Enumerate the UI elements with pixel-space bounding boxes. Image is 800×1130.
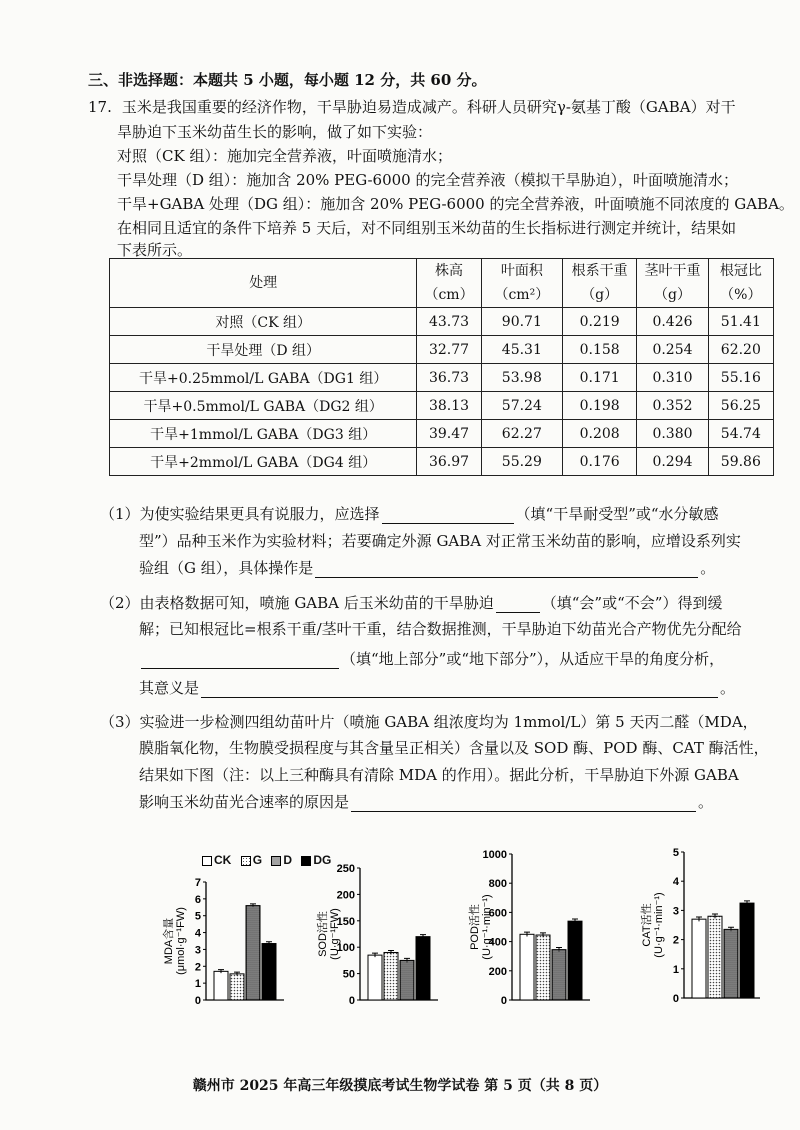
y-tick-label: 250 (336, 863, 355, 875)
legend-label-d: D (283, 853, 293, 867)
legend-label-ck: CK (214, 853, 232, 867)
bar-d (552, 950, 566, 1000)
mda-chart (140, 860, 290, 1010)
bar-d (400, 960, 414, 1000)
y-tick-label: 400 (488, 936, 507, 949)
group-ck-description: 对照（CK 组）：施加完全营养液，叶面喷施清水； (117, 147, 452, 165)
subq2-line1: （2）由表格数据可知，喷施 GABA 后玉米幼苗的干旱胁迫 （填“会”或“不会”）得到缓 (100, 594, 723, 612)
subq1-line2: 型”）品种玉米作为实验材料；若要确定外源 GABA 对正常玉米幼苗的影响，应增设系列实 (139, 532, 741, 550)
y-tick-label: 50 (342, 968, 355, 981)
y-tick-label: 5 (194, 910, 201, 923)
y-axis-label: POD活性 (469, 904, 481, 950)
bar-dg (740, 903, 754, 998)
y-tick-label: 3 (672, 905, 679, 918)
bar-dg (568, 921, 582, 1000)
y-tick-label: 4 (194, 927, 201, 940)
subq3-line2: 膜脂氧化物，生物膜受损程度与其含量呈正相关）含量以及 SOD 酶、POD 酶、CAT 酶活性， (139, 739, 769, 757)
subq2-answer-blank-2[interactable] (141, 652, 339, 669)
y-tick-label: 1000 (482, 849, 507, 861)
table-header-shoot-dry-weight: 茎叶干重 （g） (637, 259, 708, 308)
bar-g (708, 916, 722, 998)
bar-ck (520, 934, 534, 1000)
subq1-answer-blank-2[interactable] (315, 561, 698, 578)
y-tick-label: 200 (488, 965, 507, 978)
bar-ck (692, 919, 706, 998)
section-heading: 三、非选择题：本题共 5 小题，每小题 12 分，共 60 分。 (88, 71, 487, 89)
y-axis-label: MDA含量 (163, 917, 175, 965)
table-row: 干旱+0.25mmol/L GABA（DG1 组） 36.73 53.98 0.171 0.310 55.16 (110, 364, 774, 392)
pod-chart (440, 842, 600, 1010)
subq2-answer-blank-3[interactable] (201, 681, 718, 698)
y-tick-label: 600 (488, 907, 507, 920)
subq1-answer-blank-1[interactable] (382, 507, 514, 524)
y-axis-unit: (U·g⁻¹·min⁻¹) (481, 894, 493, 960)
table-header-root-shoot-ratio: 根冠比 （%） (708, 259, 773, 308)
y-axis-label: CAT活性 (641, 903, 653, 947)
y-tick-label: 3 (194, 944, 201, 957)
y-tick-label: 4 (672, 876, 679, 889)
subq3-line1: （3）实验进一步检测四组幼苗叶片（喷施 GABA 组浓度均为 1mmol/L）第 5 天丙二醛（MDA， (100, 713, 758, 731)
table-header-row (110, 259, 774, 308)
bar-g (536, 935, 550, 1000)
subq2-line3: （填“地上部分”或“地下部分”），从适应干旱的角度分析， (139, 649, 724, 669)
bar-dg (416, 937, 430, 1000)
y-tick-label: 0 (348, 995, 355, 1007)
group-dg-description: 干旱+GABA 处理（DG 组）：施加含 20% PEG-6000 的完全营养液，叶面喷施不同浓度的 GABA。 (117, 195, 794, 213)
question-intro-2: 旱胁迫下玉米幼苗生长的影响，做了如下实验： (117, 123, 433, 141)
subq3-line3: 结果如下图（注：以上三种酶具有清除 MDA 的作用）。据此分析，干旱胁迫下外源 GABA (139, 766, 739, 784)
cat-chart (610, 840, 760, 1010)
subq1-line1: （1）为使实验结果更具有说服力，应选择 （填“干旱耐受型”或“水分敏感 (100, 505, 719, 523)
table-header-height: 株高 （cm） (417, 259, 481, 308)
bar-ck (368, 955, 382, 1000)
y-tick-label: 1 (194, 978, 201, 991)
growth-data-table (109, 258, 774, 476)
subq2-line2: 解；已知根冠比=根系干重/茎叶干重，结合数据推测，干旱胁迫下幼苗光合产物优先分配给 (139, 620, 742, 638)
subq3-line4: 影响玉米幼苗光合速率的原因是 。 (139, 793, 714, 811)
table-row: 干旱+1mmol/L GABA（DG3 组） 39.47 62.27 0.208 0.380 54.74 (110, 420, 774, 448)
bar-d (724, 929, 738, 998)
intro-text-1: 玉米是我国重要的经济作物，干旱胁迫易造成减产。科研人员研究γ-氨基丁酸（GABA）对干 (121, 98, 736, 116)
subq3-answer-blank[interactable] (351, 795, 696, 812)
table-row: 干旱处理（D 组） 32.77 45.31 0.158 0.254 62.20 (110, 336, 774, 364)
subq2-answer-blank-1[interactable] (496, 596, 540, 613)
bar-d (246, 906, 260, 1000)
bar-dg (262, 944, 276, 1000)
group-d-description: 干旱处理（D 组）：施加含 20% PEG-6000 的完全营养液（模拟干旱胁迫），叶面喷施清水； (117, 171, 738, 189)
bar-g (384, 952, 398, 1000)
y-tick-label: 1 (672, 963, 679, 976)
bar-ck (214, 971, 228, 1000)
y-tick-label: 7 (194, 877, 201, 889)
y-axis-unit: (U·g⁻¹·min⁻¹) (653, 892, 665, 958)
y-axis-unit: (U·g⁻¹FW) (329, 908, 341, 960)
table-header-root-dry-weight: 根系干重 （g） (563, 259, 637, 308)
y-tick-label: 2 (194, 961, 201, 974)
y-tick-label: 2 (672, 934, 679, 947)
page-footer: 赣州市 2025 年高三年级摸底考试生物学试卷 第 5 页（共 8 页） (192, 1078, 608, 1094)
y-tick-label: 200 (336, 889, 355, 902)
question-intro-3: 在相同且适宜的条件下培养 5 天后，对不同组别玉米幼苗的生长指标进行测定并统计，结果如 (117, 219, 737, 237)
y-tick-label: 150 (336, 915, 355, 928)
legend-label-g: G (252, 853, 263, 867)
subq2-line4: 其意义是 。 (139, 679, 736, 697)
table-header-treatment: 处理 (110, 259, 417, 308)
y-axis-label: SOD活性 (317, 911, 329, 957)
table-row: 对照（CK 组） 43.73 90.71 0.219 0.426 51.41 (110, 308, 774, 336)
subq1-line3: 验组（G 组），具体操作是 。 (139, 559, 716, 577)
y-tick-label: 100 (336, 942, 355, 955)
y-tick-label: 5 (672, 847, 679, 859)
y-axis-unit: (μmol·g⁻¹FW) (175, 907, 187, 975)
table-header-leaf-area: 叶面积 （cm²） (481, 259, 562, 308)
table-row: 干旱+0.5mmol/L GABA（DG2 组） 38.13 57.24 0.198 0.352 56.25 (110, 392, 774, 420)
bar-g (230, 974, 244, 1000)
sod-chart (290, 850, 440, 1010)
y-tick-label: 0 (194, 995, 201, 1007)
table-row: 干旱+2mmol/L GABA（DG4 组） 36.97 55.29 0.176 0.294 59.86 (110, 448, 774, 476)
y-tick-label: 0 (500, 995, 507, 1007)
legend-label-dg: DG (313, 853, 332, 867)
y-tick-label: 800 (488, 878, 507, 891)
question-intro-1 (88, 97, 736, 117)
y-tick-label: 0 (672, 993, 679, 1005)
question-number: 17. (88, 98, 112, 116)
y-tick-label: 6 (194, 893, 201, 906)
question-intro-4: 下表所示。 (117, 241, 193, 259)
